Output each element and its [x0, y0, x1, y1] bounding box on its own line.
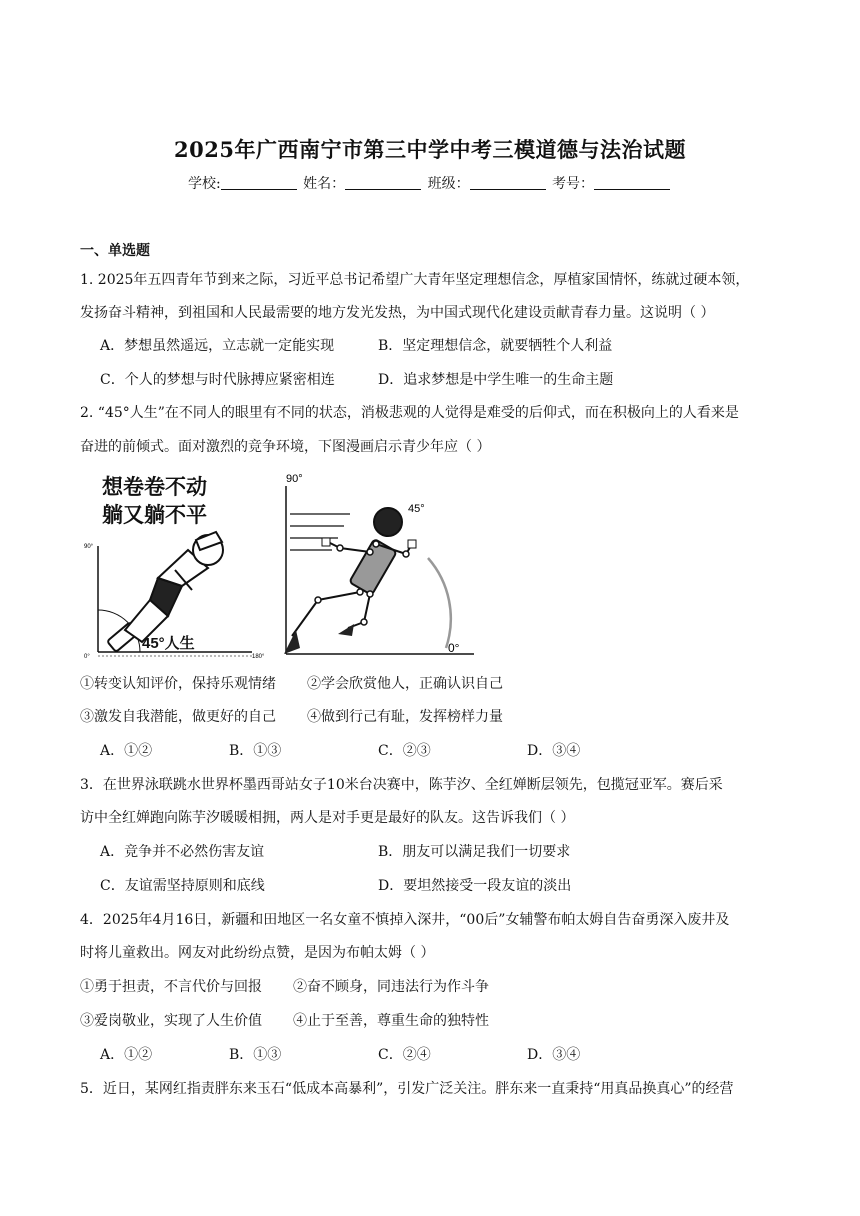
q4-stem-line2: 时将儿童救出。网友对此纷纷点赞，是因为布帕太姆（ ） [80, 945, 435, 961]
q4-statement-2: ②奋不顾身，同违法行为作斗争 [293, 979, 489, 995]
q3-option-c[interactable]: C．友谊需坚持原则和底线 [100, 878, 265, 894]
comic-left-180-label: 180° [252, 654, 265, 660]
q4-stem-line1: 4．2025年4月16日，新疆和田地区一名女童不慎掉入深井，“00后”女辅警布帕太姆自告奋勇深入废井及 [80, 912, 730, 928]
q2-statement-4: ④做到行己有耻，发挥榜样力量 [307, 709, 503, 725]
name-blank[interactable] [345, 175, 421, 190]
q4-option-c[interactable]: C．②④ [378, 1047, 431, 1063]
q2-stem-line2: 奋进的前倾式。面对激烈的竞争环境，下图漫画启示青少年应（ ） [80, 439, 491, 455]
q2-statement-1: ①转变认知评价，保持乐观情绪 [80, 676, 276, 692]
school-label: 学校: [187, 176, 221, 192]
q4-statement-1: ①勇于担责，不言代价与回报 [80, 979, 262, 995]
q3-stem-line1: 3．在世界泳联跳水世界杯墨西哥站女子10米台决赛中，陈芋汐、全红婵断层领先，包揽冠亚军。赛后采 [80, 777, 723, 793]
q2-statement-2: ②学会欣赏他人，正确认识自己 [307, 676, 503, 692]
class-label: 班级： [427, 176, 470, 192]
section-heading: 一、单选题 [80, 243, 150, 259]
q1-option-b[interactable]: B．坚定理想信念，就要牺牲个人利益 [378, 338, 613, 354]
comic-lying-45-image [80, 470, 270, 662]
q1-option-a[interactable]: A．梦想虽然遥远，立志就一定能实现 [100, 338, 335, 354]
q3-stem-line2: 访中全红婵跑向陈芋汐暖暖相拥，两人是对手更是最好的队友。这告诉我们（ ） [80, 810, 575, 826]
q2-statement-3: ③激发自我潜能，做更好的自己 [80, 709, 276, 725]
comic-right-0-label: 0° [448, 641, 460, 655]
comic-running-45-image [278, 470, 480, 662]
q2-comic-figure [80, 470, 480, 662]
exam-no-label: 考号： [552, 176, 595, 192]
q4-option-a[interactable]: A．①② [100, 1047, 153, 1063]
q4-option-d[interactable]: D．③④ [527, 1047, 581, 1063]
class-blank[interactable] [470, 175, 546, 190]
q2-stem-line1: 2. “45°人生”在不同人的眼里有不同的状态，消极悲观的人觉得是难受的后仰式，而在积极向上的人看来是 [80, 405, 739, 421]
q4-statement-4: ④止于至善，尊重生命的独特性 [293, 1013, 489, 1029]
name-label: 姓名： [303, 176, 346, 192]
q2-option-c[interactable]: C．②③ [378, 743, 431, 759]
school-blank[interactable] [221, 175, 297, 190]
comic-right-90-label: 90° [286, 473, 303, 485]
comic-caption-line1: 想卷卷不动 [102, 476, 207, 499]
q3-option-d[interactable]: D．要坦然接受一段友谊的淡出 [378, 878, 572, 894]
comic-left-0-label: 0° [84, 654, 90, 660]
q1-option-c[interactable]: C．个人的梦想与时代脉搏应紧密相连 [100, 372, 335, 388]
q2-option-d[interactable]: D．③④ [527, 743, 581, 759]
comic-right-45-label: 45° [408, 503, 425, 515]
comic-life-label: 45°人生 [142, 635, 195, 652]
comic-caption-line2: 躺又躺不平 [102, 504, 207, 527]
q4-statement-3: ③爱岗敬业，实现了人生价值 [80, 1013, 262, 1029]
q3-option-a[interactable]: A．竞争并不必然伤害友谊 [100, 844, 265, 860]
q1-option-d[interactable]: D．追求梦想是中学生唯一的生命主题 [378, 372, 614, 388]
exam-no-blank[interactable] [594, 175, 670, 190]
q4-option-b[interactable]: B．①③ [229, 1047, 282, 1063]
page-title: 2025年广西南宁市第三中学中考三模道德与法治试题 [174, 137, 686, 162]
q5-stem-line1: 5．近日，某网红指责胖东来玉石“低成本高暴利”，引发广泛关注。胖东来一直秉持“用真品换真心”的经营 [80, 1081, 734, 1097]
q3-option-b[interactable]: B．朋友可以满足我们一切要求 [378, 844, 571, 860]
q2-option-a[interactable]: A．①② [100, 743, 153, 759]
q1-stem-line2: 发扬奋斗精神，到祖国和人民最需要的地方发光发热，为中国式现代化建设贡献青春力量。这说明（ ） [80, 305, 715, 321]
comic-left-90-label: 90° [84, 544, 94, 550]
student-info-row [0, 173, 860, 193]
q1-stem-line1: 1. 2025年五四青年节到来之际，习近平总书记希望广大青年坚定理想信念，厚植家国情怀，练就过硬本领， [80, 272, 750, 288]
q2-option-b[interactable]: B．①③ [229, 743, 282, 759]
